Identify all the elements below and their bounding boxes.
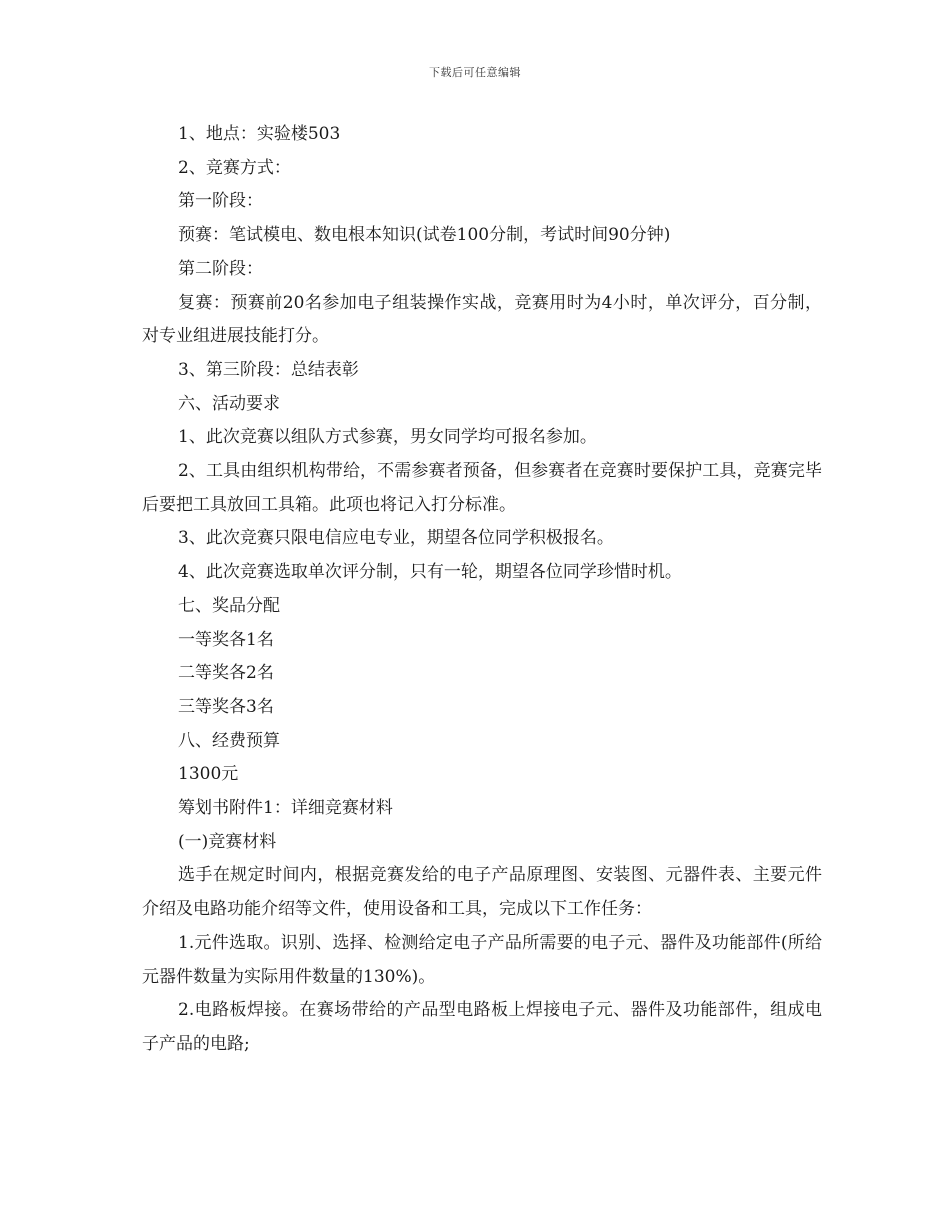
paragraph: 2、竞赛方式：	[178, 157, 291, 178]
section-heading: 七、奖品分配	[178, 595, 280, 616]
paragraph: 2.电路板焊接。在赛场带给的产品型电路板上焊接电子元、器件及功能部件，组成电子产品的电路;	[142, 1000, 822, 1054]
paragraph: 选手在规定时间内，根据竞赛发给的电子产品原理图、安装图、元器件表、主要元件介绍及电路功能介绍等文件，使用设备和工具，完成以下工作任务：	[142, 865, 822, 920]
paragraph: 一等奖各1名	[178, 629, 274, 650]
paragraph: (一)竞赛材料	[178, 831, 277, 852]
paragraph: 三等奖各3名	[178, 696, 274, 717]
page-header-note: 下载后可任意编辑	[429, 66, 521, 79]
paragraph: 筹划书附件1：详细竞赛材料	[178, 798, 393, 819]
paragraph: 1、此次竞赛以组队方式参赛，男女同学均可报名参加。	[178, 427, 597, 448]
paragraph: 3、此次竞赛只限电信应电专业，期望各位同学积极报名。	[178, 528, 614, 549]
paragraph: 第一阶段：	[178, 191, 263, 212]
paragraph: 2、工具由组织机构带给，不需参赛者预备，但参赛者在竞赛时要保护工具，竞赛完毕后要把工具放回工具箱。此项也将记入打分标准。	[142, 461, 822, 515]
paragraph: 4、此次竞赛选取单次评分制，只有一轮，期望各位同学珍惜时机。	[178, 562, 682, 583]
paragraph: 3、第三阶段：总结表彰	[178, 359, 359, 380]
paragraph: 1.元件选取。识别、选择、检测给定电子产品所需要的电子元、器件及功能部件(所给元器件数量为实际用件数量的130%)。	[142, 932, 822, 987]
section-heading: 六、活动要求	[178, 393, 280, 414]
paragraph: 二等奖各2名	[178, 663, 274, 684]
section-heading: 八、经费预算	[178, 730, 280, 751]
document-body	[142, 118, 822, 1062]
paragraph: 复赛：预赛前20名参加电子组装操作实战，竞赛用时为4小时，单次评分，百分制，对专业组进展技能打分。	[142, 292, 822, 347]
paragraph: 预赛：笔试模电、数电根本知识(试卷100分制，考试时间90分钟)	[178, 225, 671, 246]
paragraph: 1300元	[178, 764, 239, 785]
paragraph: 1、地点：实验楼503	[178, 124, 341, 144]
paragraph: 第二阶段：	[178, 258, 263, 279]
